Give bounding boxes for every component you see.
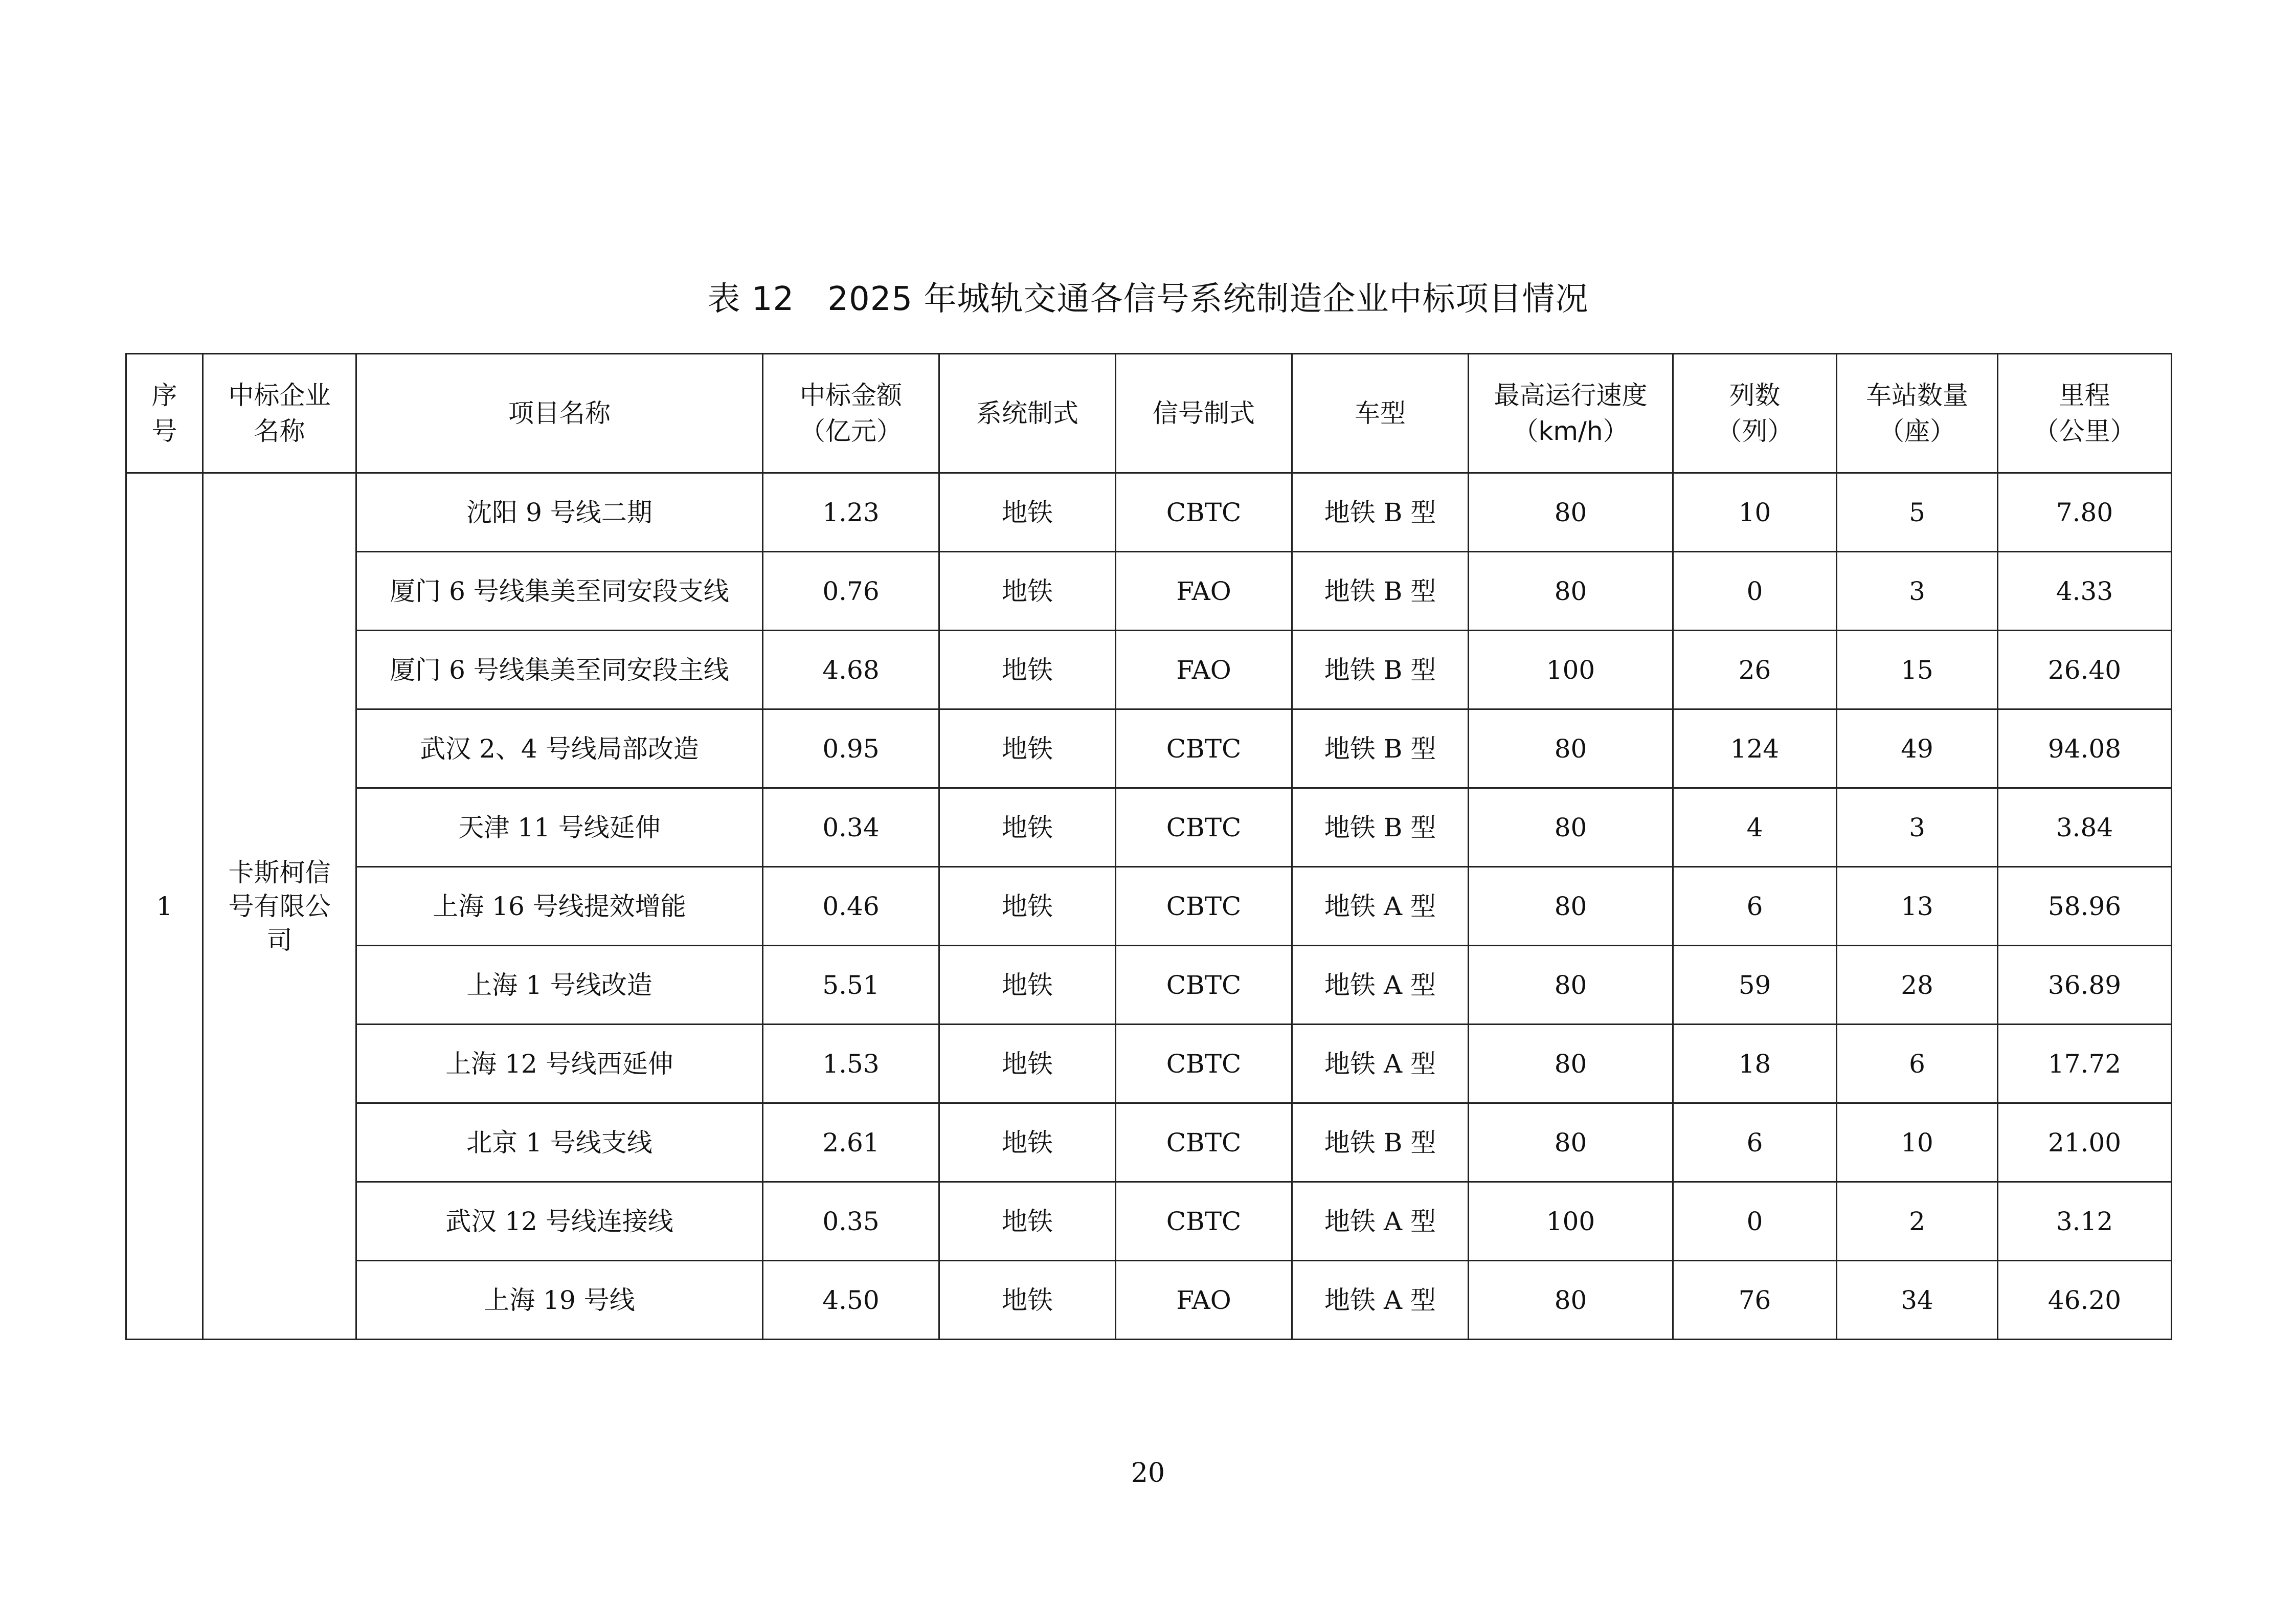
cell-signal: CBTC bbox=[1116, 1103, 1292, 1182]
cell-amount: 0.35 bbox=[763, 1182, 939, 1261]
cell-vehicle: 地铁 A 型 bbox=[1292, 1182, 1469, 1261]
cell-speed: 80 bbox=[1469, 1261, 1673, 1340]
header-trains: 列数 （列） bbox=[1673, 354, 1837, 473]
cell-amount: 0.76 bbox=[763, 552, 939, 631]
cell-project: 沈阳 9 号线二期 bbox=[356, 473, 763, 552]
table-row bbox=[126, 473, 2172, 552]
table-row bbox=[126, 1103, 2172, 1182]
cell-system: 地铁 bbox=[939, 867, 1116, 946]
cell-stations: 10 bbox=[1837, 1103, 1998, 1182]
cell-stations: 3 bbox=[1837, 552, 1998, 631]
cell-project: 武汉 12 号线连接线 bbox=[356, 1182, 763, 1261]
cell-system: 地铁 bbox=[939, 631, 1116, 709]
cell-trains: 26 bbox=[1673, 631, 1837, 709]
cell-vehicle: 地铁 A 型 bbox=[1292, 867, 1469, 946]
cell-project: 上海 12 号线西延伸 bbox=[356, 1025, 763, 1103]
cell-stations: 2 bbox=[1837, 1182, 1998, 1261]
cell-trains: 0 bbox=[1673, 552, 1837, 631]
cell-stations: 49 bbox=[1837, 709, 1998, 788]
cell-vehicle: 地铁 B 型 bbox=[1292, 552, 1469, 631]
cell-amount: 0.34 bbox=[763, 788, 939, 867]
cell-amount: 2.61 bbox=[763, 1103, 939, 1182]
cell-vehicle: 地铁 A 型 bbox=[1292, 1261, 1469, 1340]
cell-trains: 4 bbox=[1673, 788, 1837, 867]
cell-amount: 0.46 bbox=[763, 867, 939, 946]
header-speed: 最高运行速度 （km/h） bbox=[1469, 354, 1673, 473]
table-row bbox=[126, 946, 2172, 1025]
cell-vehicle: 地铁 B 型 bbox=[1292, 1103, 1469, 1182]
cell-stations: 15 bbox=[1837, 631, 1998, 709]
cell-trains: 59 bbox=[1673, 946, 1837, 1025]
cell-speed: 80 bbox=[1469, 1103, 1673, 1182]
cell-project: 上海 16 号线提效增能 bbox=[356, 867, 763, 946]
table-row bbox=[126, 552, 2172, 631]
cell-stations: 34 bbox=[1837, 1261, 1998, 1340]
cell-signal: CBTC bbox=[1116, 946, 1292, 1025]
cell-trains: 124 bbox=[1673, 709, 1837, 788]
cell-project: 上海 19 号线 bbox=[356, 1261, 763, 1340]
cell-speed: 80 bbox=[1469, 867, 1673, 946]
cell-mileage: 21.00 bbox=[1998, 1103, 2172, 1182]
cell-system: 地铁 bbox=[939, 473, 1116, 552]
cell-mileage: 36.89 bbox=[1998, 946, 2172, 1025]
table-body bbox=[126, 473, 2172, 1340]
cell-stations: 6 bbox=[1837, 1025, 1998, 1103]
cell-system: 地铁 bbox=[939, 1182, 1116, 1261]
cell-stations: 5 bbox=[1837, 473, 1998, 552]
cell-vehicle: 地铁 B 型 bbox=[1292, 788, 1469, 867]
cell-stations: 3 bbox=[1837, 788, 1998, 867]
header-amount: 中标金额 （亿元） bbox=[763, 354, 939, 473]
table-row bbox=[126, 1261, 2172, 1340]
cell-system: 地铁 bbox=[939, 1025, 1116, 1103]
bid-projects-table bbox=[125, 353, 2172, 1340]
cell-stations: 28 bbox=[1837, 946, 1998, 1025]
page-number: 20 bbox=[1131, 1458, 1165, 1488]
cell-vehicle: 地铁 B 型 bbox=[1292, 631, 1469, 709]
cell-mileage: 26.40 bbox=[1998, 631, 2172, 709]
cell-amount: 1.23 bbox=[763, 473, 939, 552]
table-row bbox=[126, 631, 2172, 709]
cell-speed: 80 bbox=[1469, 552, 1673, 631]
cell-amount: 1.53 bbox=[763, 1025, 939, 1103]
cell-speed: 80 bbox=[1469, 788, 1673, 867]
cell-trains: 6 bbox=[1673, 867, 1837, 946]
cell-system: 地铁 bbox=[939, 1103, 1116, 1182]
cell-system: 地铁 bbox=[939, 552, 1116, 631]
cell-trains: 76 bbox=[1673, 1261, 1837, 1340]
header-seq: 序 号 bbox=[126, 354, 203, 473]
cell-seq: 1 bbox=[126, 473, 203, 1340]
cell-signal: CBTC bbox=[1116, 709, 1292, 788]
cell-signal: CBTC bbox=[1116, 867, 1292, 946]
cell-speed: 80 bbox=[1469, 1025, 1673, 1103]
header-signal: 信号制式 bbox=[1116, 354, 1292, 473]
cell-signal: CBTC bbox=[1116, 1182, 1292, 1261]
cell-signal: CBTC bbox=[1116, 788, 1292, 867]
header-system: 系统制式 bbox=[939, 354, 1116, 473]
header-vehicle: 车型 bbox=[1292, 354, 1469, 473]
cell-trains: 10 bbox=[1673, 473, 1837, 552]
cell-mileage: 7.80 bbox=[1998, 473, 2172, 552]
table-row bbox=[126, 1025, 2172, 1103]
cell-signal: FAO bbox=[1116, 631, 1292, 709]
cell-mileage: 46.20 bbox=[1998, 1261, 2172, 1340]
cell-speed: 80 bbox=[1469, 709, 1673, 788]
table-row bbox=[126, 709, 2172, 788]
cell-amount: 0.95 bbox=[763, 709, 939, 788]
table-row bbox=[126, 1182, 2172, 1261]
cell-speed: 100 bbox=[1469, 1182, 1673, 1261]
cell-vehicle: 地铁 B 型 bbox=[1292, 473, 1469, 552]
table-row bbox=[126, 867, 2172, 946]
cell-amount: 4.50 bbox=[763, 1261, 939, 1340]
cell-mileage: 58.96 bbox=[1998, 867, 2172, 946]
cell-vehicle: 地铁 B 型 bbox=[1292, 709, 1469, 788]
cell-company: 卡斯柯信 号有限公 司 bbox=[203, 473, 356, 1340]
header-company: 中标企业 名称 bbox=[203, 354, 356, 473]
cell-project: 上海 1 号线改造 bbox=[356, 946, 763, 1025]
cell-stations: 13 bbox=[1837, 867, 1998, 946]
cell-mileage: 3.12 bbox=[1998, 1182, 2172, 1261]
cell-system: 地铁 bbox=[939, 709, 1116, 788]
cell-project: 天津 11 号线延伸 bbox=[356, 788, 763, 867]
cell-signal: CBTC bbox=[1116, 473, 1292, 552]
cell-speed: 80 bbox=[1469, 473, 1673, 552]
cell-project: 北京 1 号线支线 bbox=[356, 1103, 763, 1182]
cell-project: 厦门 6 号线集美至同安段主线 bbox=[356, 631, 763, 709]
cell-amount: 4.68 bbox=[763, 631, 939, 709]
cell-vehicle: 地铁 A 型 bbox=[1292, 946, 1469, 1025]
header-stations: 车站数量 （座） bbox=[1837, 354, 1998, 473]
header-row bbox=[126, 354, 2172, 473]
cell-amount: 5.51 bbox=[763, 946, 939, 1025]
cell-trains: 6 bbox=[1673, 1103, 1837, 1182]
cell-signal: FAO bbox=[1116, 552, 1292, 631]
cell-mileage: 3.84 bbox=[1998, 788, 2172, 867]
header-mileage: 里程 （公里） bbox=[1998, 354, 2172, 473]
cell-mileage: 4.33 bbox=[1998, 552, 2172, 631]
cell-speed: 80 bbox=[1469, 946, 1673, 1025]
cell-project: 武汉 2、4 号线局部改造 bbox=[356, 709, 763, 788]
cell-mileage: 94.08 bbox=[1998, 709, 2172, 788]
table-row bbox=[126, 788, 2172, 867]
cell-system: 地铁 bbox=[939, 1261, 1116, 1340]
cell-vehicle: 地铁 A 型 bbox=[1292, 1025, 1469, 1103]
header-project: 项目名称 bbox=[356, 354, 763, 473]
cell-system: 地铁 bbox=[939, 946, 1116, 1025]
cell-system: 地铁 bbox=[939, 788, 1116, 867]
cell-speed: 100 bbox=[1469, 631, 1673, 709]
cell-mileage: 17.72 bbox=[1998, 1025, 2172, 1103]
cell-project: 厦门 6 号线集美至同安段支线 bbox=[356, 552, 763, 631]
cell-signal: FAO bbox=[1116, 1261, 1292, 1340]
cell-trains: 0 bbox=[1673, 1182, 1837, 1261]
cell-trains: 18 bbox=[1673, 1025, 1837, 1103]
cell-signal: CBTC bbox=[1116, 1025, 1292, 1103]
table-title: 表 12 2025 年城轨交通各信号系统制造企业中标项目情况 bbox=[707, 280, 1589, 318]
